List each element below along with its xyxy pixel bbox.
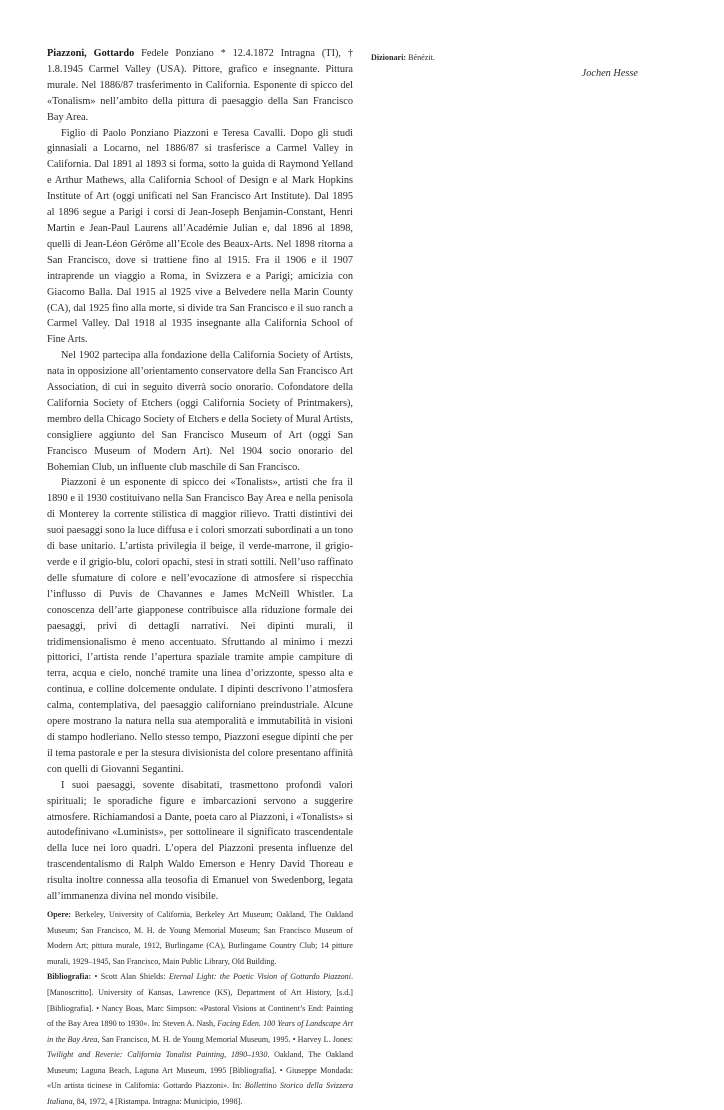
- entry-name: Piazzoni, Gottardo: [47, 48, 135, 59]
- left-column: [47, 46, 353, 1110]
- bib-text-4: . Oakland, The Oakland Museum; Laguna Beach, Laguna Art Museum, 1995 [Bibliografia]. • Giuseppe Mondada: «Un artista ticinese in California: Gottardo Piazzoni». In:: [47, 1050, 353, 1091]
- dizionari-text: Bénézit.: [408, 53, 435, 62]
- bibliografia-label: Bibliografia:: [47, 972, 92, 982]
- opere-text: Berkeley, University of California, Berkeley Art Museum; Oakland, The Oakland Museum; San Francisco, M. H. de Young Memorial Museum; San Francisco Museum of Modern Art; pittura murale, 1912, Burlingame (CA), Burlingame Country Club; 14 pitture murali, 1929–1945, San Francisco, Main Public Library, Old Building.: [47, 909, 353, 966]
- paragraph-biography: Figlio di Paolo Ponziano Piazzoni e Teresa Cavalli. Dopo gli studi ginnasiali a Locarno, nel 1886/87 si trasferisce a Carmel Valley in California. Dal 1891 al 1893 si forma, sotto la guida di Raymond Yelland e Arthur Mathews, alla California School of Design e al Mark Hopkins Institute of Art (oggi unificati nel San Francisco Art Institute). Dal 1895 al 1896 segue a Parigi i corsi di Jean-Joseph Benjamin-Constant, Henri Martin e Jean-Paul Laurens all’Académie Julian e, dal 1896 al 1898, quelli di Jean-Léon Gérôme all’Ecole des Beaux-Arts. Nel 1898 ritorna a San Francisco, dove si trattiene fino al 1915. Fra il 1906 e il 1907 intraprende un viaggio a Roma, in Svizzera e a Parigi; amicizia con Giacomo Balla. Dal 1915 al 1925 vive a Belvedere nella Marin County (CA), dal 1925 fino alla morte, si divide tra San Francisco e il suo ranch a Carmel Valley. Dal 1918 al 1935 insegnante alla California School of Fine Arts.: [47, 127, 353, 346]
- bib-text-5: , 84, 1972, 4 [Ristampa. Intragna: Municipio, 1998].: [72, 1097, 243, 1107]
- bib-title-2: Facing Eden. 100 Years of Landscape Art in the Bay Area: [47, 1019, 353, 1044]
- bib-text-3: , San Francisco, M. H. de Young Memorial Museum, 1995. • Harvey L. Jones:: [97, 1034, 353, 1044]
- bib-text-2: . [Manoscritto]. University of Kansas, Lawrence (KS), Department of Art History, [s.d.] [Bibliografia]. • Nancy Boas, Marc Simpson: «Pastoral Visions at Continent’s End: Painting of the Bay Area 1890 to 1930». In: Steven A. Nash,: [47, 972, 353, 1029]
- entry-lead-text: Fedele Ponziano * 12.4.1872 Intragna (TI), † 1.8.1945 Carmel Valley (USA). Pittore, grafico e insegnante. Pittura murale. Nel 1886/87 trasferimento in California. Esponente di spicco del «Tonalism» nell’ambito della pittura di paesaggio della San Francisco Bay Area.: [47, 48, 354, 123]
- bib-title-3: Twilight and Reverie: California Tonalist Painting, 1890–1930: [47, 1050, 268, 1060]
- opere-label: Opere:: [47, 909, 72, 919]
- bib-text-1: • Scott Alan Shields:: [94, 972, 169, 982]
- paragraph-societies: Nel 1902 partecipa alla fondazione della California Society of Artists, nata in opposizione all’orientamento conservatore della San Francisco Art Association, di cui in seguito diverrà socio onorario. Cofondatore della California Society of Etchers (oggi California Society of Printmakers), membro della Chicago Society of Etchers e della Society of Mural Artists, consigliere aggiunto del San Francisco Museum of Art (oggi San Francisco Museum of Modern Art). Nel 1904 socio onorario del Bohemian Club, un influente club maschile di San Francisco.: [47, 350, 353, 473]
- author-signature: Jochen Hesse: [581, 67, 638, 79]
- opere-section: [47, 907, 353, 969]
- paragraph-spirituality: I suoi paesaggi, sovente disabitati, trasmettono profondi valori spirituali; le sporadiche figure e imbarcazioni servono a suggerire atmosfere. Richiamandosi a Dante, poeta caro al Piazzoni, i «Tonalists» si autodefinivano «Luminists», per sottolineare il significato trascendentale della luce nei loro quadri. L’opera del Piazzoni presenta influenze del trascendentalismo di Ralph Waldo Emerson e Henry David Thoreau e risulta inoltre connessa alla teosofia di Emanuel von Swedenborg, legata all’immanenza divina nel mondo visibile.: [47, 779, 353, 903]
- entry-lead: [47, 46, 353, 126]
- paragraph-style: Piazzoni è un esponente di spicco dei «Tonalists», artisti che fra il 1890 e il 1930 costituivano nella San Francisco Bay Area e nella penisola di Monterey la corrente stilistica di maggior rilievo. Tratti distintivi dei suoi paesaggi sono la luce diffusa e i colori smorzati subordinati a un tono di base unitario. L’artista privilegia il beige, il verde-marrone, il grigio-verde e il grigio-blu, colori opachi, stesi in strati sottili. Nell’uso raffinato delle sfumature di colore e nell’evocazione di atmosfere si rispecchia l’influsso di Puvis de Chavannes e James McNeill Whistler. La conoscenza dell’arte giapponese contribuisce alla riduzione formale dei paesaggi, privi di dettagli narrativi. Nei dipinti murali, il tridimensionalismo è meno accentuato. Sfruttando al minimo i mezzi pittorici, l’artista rende l’apertura spaziale tramite ampie campiture di terra, acqua e cielo, nonché tramite una linea d’orizzonte, spesso alta e continua, e colline dolcemente ondulate. I dipinti descrivono l’atmosfera calma, contemplativa, del paesaggio californiano preindustriale. Alcune opere mostrano la natura nella sua atemporalità e immutabilità in visioni di stampo hodleriano. Nello stesso tempo, Piazzoni esegue dipinti che per il tema pastorale e per la stesura divisionista del colore presentano affinità con quelli di Giovanni Segantini.: [47, 477, 353, 775]
- dizionari-label: Dizionari:: [371, 53, 407, 62]
- bibliografia-section: [47, 969, 353, 1109]
- bib-title-4: Bollettino Storico della Svizzera Italiana: [47, 1081, 354, 1107]
- right-column: [371, 50, 681, 79]
- bib-title-1: Eternal Light: the Poetic Vision of Gottardo Piazzoni: [168, 972, 351, 982]
- dizionari-section: [371, 50, 681, 66]
